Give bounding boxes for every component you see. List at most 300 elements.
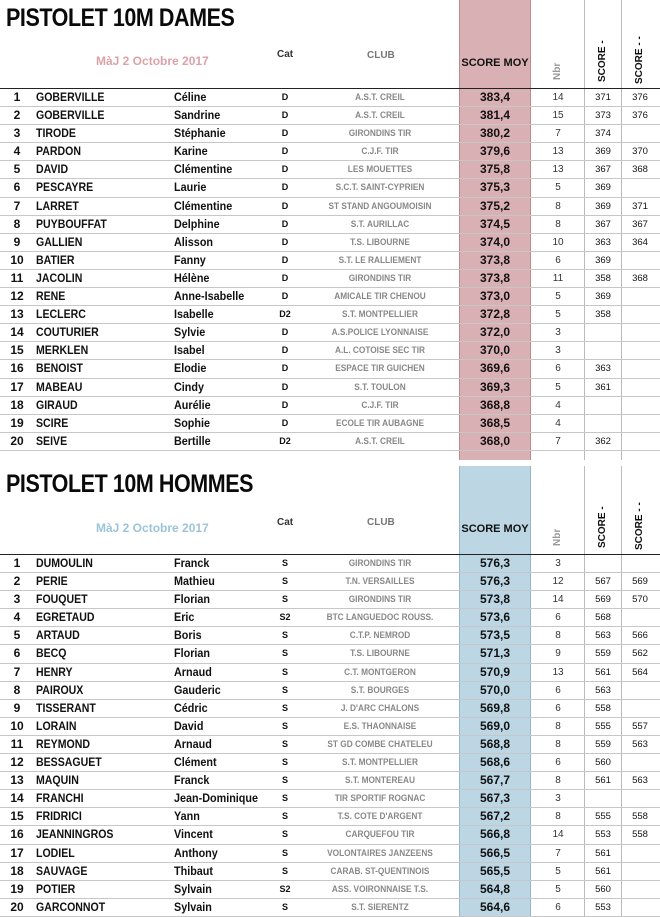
count-cell: 8 [555, 218, 561, 230]
rank-cell: 17 [10, 379, 24, 394]
last-name-cell: SAUVAGE [36, 863, 88, 878]
count-cell: 6 [555, 254, 561, 266]
category-cell: S [281, 666, 288, 677]
score-avg-cell: 373,0 [479, 289, 511, 304]
count-cell: 13 [552, 146, 564, 158]
first-name-cell: Eric [174, 610, 195, 625]
rank-cell: 1 [13, 90, 21, 104]
last-name-cell: FRIDRICI [36, 809, 82, 824]
count-cell: 7 [555, 847, 561, 859]
table-row [0, 682, 660, 700]
table-row [0, 881, 660, 899]
score-avg-cell: 570,0 [479, 682, 511, 697]
club-cell: S.T. LE RALLIEMENT [338, 254, 422, 265]
club-cell: LES MOUETTES [347, 164, 413, 175]
hommes-header-nbr: Nbr [552, 528, 563, 546]
table-row [0, 863, 660, 881]
score-avg-cell: 375,2 [479, 198, 511, 213]
first-name-cell: Mathieu [174, 574, 215, 589]
first-name-cell: Cédric [174, 700, 208, 715]
score-avg-cell: 369,6 [479, 361, 511, 376]
score-avg-cell: 383,4 [479, 90, 511, 104]
rank-cell: 6 [13, 180, 21, 195]
first-name-cell: Stéphanie [174, 126, 226, 141]
club-cell: BTC LANGUEDOC ROUSS. [326, 612, 434, 623]
score1-cell: 559 [595, 738, 611, 750]
first-name-cell: Anthony [174, 845, 218, 860]
rank-cell: 6 [13, 646, 21, 661]
club-cell: C.T. MONTGERON [344, 666, 416, 677]
club-cell: ESPACE TIR GUICHEN [335, 363, 425, 374]
category-cell: S [281, 576, 288, 587]
table-row [0, 718, 660, 736]
hommes-table [0, 555, 660, 917]
count-cell: 8 [555, 720, 561, 732]
rank-cell: 3 [13, 592, 21, 607]
count-cell: 7 [555, 128, 561, 140]
club-cell: C.J.F. TIR [361, 146, 399, 157]
score1-cell: 560 [595, 757, 611, 769]
count-cell: 6 [555, 757, 561, 769]
club-cell: A.S.T. CREIL [355, 435, 405, 446]
table-row [0, 899, 660, 917]
score1-cell: 563 [595, 684, 611, 696]
category-cell: S [281, 738, 288, 749]
score1-cell: 361 [595, 381, 611, 393]
last-name-cell: BENOIST [36, 361, 83, 376]
score-avg-cell: 570,9 [479, 664, 511, 679]
table-row [0, 736, 660, 754]
club-cell: T.S. COTE D'ARGENT [337, 811, 423, 822]
rank-cell: 16 [10, 827, 24, 842]
last-name-cell: BECQ [36, 646, 67, 661]
club-cell: AMICALE TIR CHENOU [334, 291, 426, 302]
first-name-cell: Boris [174, 628, 202, 643]
score-avg-cell: 373,8 [479, 252, 511, 267]
first-name-cell: Sylvain [174, 899, 212, 914]
score-avg-cell: 571,3 [479, 646, 511, 661]
club-cell: T.S. LIBOURNE [350, 648, 410, 659]
dames-update-date: MàJ 2 Octobre 2017 [96, 54, 209, 68]
count-cell: 8 [555, 775, 561, 787]
category-cell: S [281, 865, 288, 876]
last-name-cell: LODIEL [36, 845, 75, 860]
table-row [0, 252, 660, 270]
count-cell: 15 [552, 110, 564, 122]
score1-cell: 371 [595, 92, 611, 103]
score-avg-cell: 567,3 [479, 791, 511, 806]
count-cell: 3 [555, 345, 561, 357]
first-name-cell: Vincent [174, 827, 213, 842]
score2-cell: 368 [632, 164, 648, 176]
last-name-cell: LECLERC [36, 307, 86, 322]
first-name-cell: Clément [174, 755, 217, 770]
last-name-cell: GOBERVILLE [36, 108, 105, 123]
hommes-header-cat: Cat [277, 517, 294, 528]
category-cell: D [281, 164, 289, 175]
table-row [0, 415, 660, 433]
hommes-header-club: CLUB [367, 517, 395, 528]
first-name-cell: Arnaud [174, 736, 212, 751]
dames-header-cat: Cat [277, 49, 294, 60]
rank-cell: 9 [13, 234, 21, 249]
club-cell: S.T. MONTEREAU [345, 775, 415, 786]
score1-cell: 560 [595, 883, 611, 895]
rank-cell: 11 [10, 270, 24, 285]
score1-cell: 555 [595, 720, 611, 732]
table-row [0, 845, 660, 863]
score2-cell: 376 [632, 110, 648, 122]
category-cell: D [281, 363, 289, 374]
category-cell: S [281, 558, 288, 568]
hommes-update-date: MàJ 2 Octobre 2017 [96, 521, 209, 535]
category-cell: D [281, 381, 289, 392]
last-name-cell: PAIROUX [36, 682, 84, 697]
first-name-cell: Thibaut [174, 863, 213, 878]
rank-cell: 1 [13, 556, 21, 570]
last-name-cell: BESSAGUET [36, 755, 102, 770]
category-cell: D [281, 254, 289, 265]
score-avg-cell: 569,8 [479, 700, 511, 715]
score1-cell: 358 [595, 272, 611, 284]
last-name-cell: JEANNINGROS [36, 827, 114, 842]
dames-title: PISTOLET 10M DAMES [6, 4, 235, 32]
last-name-cell: MERKLEN [36, 343, 89, 358]
dames-header-club: CLUB [367, 50, 395, 61]
score-avg-cell: 564,6 [479, 899, 511, 914]
first-name-cell: Fanny [174, 252, 206, 267]
score-avg-cell: 374,0 [479, 234, 511, 249]
table-row [0, 609, 660, 627]
count-cell: 6 [555, 901, 561, 913]
club-cell: J. D'ARC CHALONS [340, 702, 420, 713]
category-cell: D [281, 417, 289, 428]
score-avg-cell: 368,8 [479, 397, 511, 412]
score-avg-cell: 573,5 [479, 628, 511, 643]
score1-cell: 363 [595, 363, 611, 375]
rank-cell: 7 [13, 198, 21, 213]
hommes-header-score: SCORE MOY [461, 523, 529, 535]
first-name-cell: Sophie [174, 415, 211, 430]
category-cell: D [281, 236, 289, 247]
category-cell: S [281, 720, 288, 731]
score-avg-cell: 566,8 [479, 827, 511, 842]
count-cell: 14 [552, 829, 564, 841]
count-cell: 8 [555, 630, 561, 642]
category-cell: D [281, 128, 289, 139]
rank-cell: 10 [10, 252, 24, 267]
last-name-cell: COUTURIER [36, 325, 99, 340]
table-row [0, 288, 660, 306]
category-cell: S [281, 684, 288, 695]
club-cell: VOLONTAIRES JANZEENS [327, 847, 433, 858]
rank-cell: 16 [10, 361, 24, 376]
count-cell: 11 [552, 272, 564, 284]
count-cell: 7 [555, 435, 561, 447]
category-cell: D [281, 182, 289, 193]
table-row [0, 627, 660, 645]
club-cell: A.S.T. CREIL [355, 92, 405, 102]
table-row [0, 143, 660, 161]
category-cell: S2 [279, 883, 291, 894]
dames-header-nbr: Nbr [552, 62, 563, 80]
score-avg-cell: 375,3 [479, 180, 511, 195]
score2-cell: 566 [632, 630, 648, 642]
first-name-cell: Clémentine [174, 162, 233, 177]
table-row [0, 270, 660, 288]
count-cell: 13 [552, 666, 564, 678]
first-name-cell: Bertille [174, 433, 211, 448]
first-name-cell: Céline [174, 90, 207, 104]
first-name-cell: Sylvie [174, 325, 206, 340]
last-name-cell: LARRET [36, 198, 79, 213]
table-row [0, 664, 660, 682]
last-name-cell: GIRAUD [36, 397, 78, 412]
score2-cell: 371 [632, 200, 648, 212]
category-cell: D2 [279, 309, 291, 320]
score1-cell: 367 [595, 164, 611, 176]
table-row [0, 433, 660, 451]
club-cell: GIRONDINS TIR [348, 128, 412, 139]
last-name-cell: GALLIEN [36, 234, 83, 249]
club-cell: ECOLE TIR AUBAGNE [335, 417, 425, 428]
score1-cell: 569 [595, 594, 611, 606]
score-avg-cell: 573,8 [479, 592, 511, 607]
count-cell: 9 [555, 648, 561, 660]
rank-cell: 17 [10, 845, 24, 860]
rank-cell: 13 [10, 773, 24, 788]
table-row [0, 89, 660, 107]
first-name-cell: Hélène [174, 270, 210, 285]
last-name-cell: MABEAU [36, 379, 83, 394]
count-cell: 3 [555, 327, 561, 339]
count-cell: 8 [555, 811, 561, 823]
category-cell: D [281, 291, 289, 302]
last-name-cell: FRANCHI [36, 791, 84, 806]
rank-cell: 20 [10, 433, 24, 448]
score1-cell: 369 [595, 291, 611, 303]
first-name-cell: Jean-Dominique [174, 791, 259, 806]
category-cell: S [281, 702, 288, 713]
club-cell: A.S.T. CREIL [355, 110, 405, 121]
category-cell: D2 [279, 435, 291, 446]
hommes-ranking-section [0, 466, 660, 917]
score-avg-cell: 567,7 [479, 773, 511, 788]
club-cell: TIR SPORTIF ROGNAC [334, 793, 426, 804]
last-name-cell: TIRODE [36, 126, 76, 141]
rank-cell: 2 [13, 108, 21, 123]
table-row [0, 790, 660, 808]
last-name-cell: HENRY [36, 664, 73, 679]
rank-cell: 19 [10, 881, 24, 896]
last-name-cell: PARDON [36, 144, 81, 159]
score-avg-cell: 380,2 [479, 126, 511, 141]
score-avg-cell: 369,3 [479, 379, 511, 394]
table-row [0, 234, 660, 252]
count-cell: 8 [555, 200, 561, 212]
count-cell: 4 [555, 417, 561, 429]
rank-cell: 11 [10, 736, 24, 751]
category-cell: S2 [279, 612, 291, 623]
score1-cell: 561 [595, 775, 611, 787]
club-cell: A.L. COTOISE SEC TIR [334, 345, 426, 356]
first-name-cell: Delphine [174, 216, 220, 231]
score1-cell: 561 [595, 865, 611, 877]
category-cell: S [281, 630, 288, 641]
table-row [0, 379, 660, 397]
first-name-cell: Isabel [174, 343, 205, 358]
hommes-title: PISTOLET 10M HOMMES [6, 470, 254, 498]
score2-cell: 564 [632, 666, 648, 678]
score-avg-cell: 565,5 [479, 863, 511, 878]
rank-cell: 8 [13, 216, 21, 231]
score-avg-cell: 379,6 [479, 144, 511, 159]
first-name-cell: Aurélie [174, 397, 211, 412]
first-name-cell: Laurie [174, 180, 207, 195]
score2-cell: 562 [632, 648, 648, 660]
first-name-cell: Isabelle [174, 307, 214, 322]
table-row [0, 573, 660, 591]
table-row [0, 342, 660, 360]
category-cell: D [281, 345, 289, 356]
table-row [0, 198, 660, 216]
category-cell: S [281, 829, 288, 840]
category-cell: D [281, 272, 289, 283]
first-name-cell: Sylvain [174, 881, 212, 896]
score-avg-cell: 573,6 [479, 610, 511, 625]
first-name-cell: Cindy [174, 379, 205, 394]
rank-cell: 4 [13, 610, 21, 625]
score1-cell: 369 [595, 146, 611, 158]
club-cell: C.T.P. NEMROD [349, 630, 411, 641]
club-cell: S.T. TOULON [354, 381, 406, 392]
score-avg-cell: 568,6 [479, 755, 511, 770]
score-avg-cell: 566,5 [479, 845, 511, 860]
dames-header-score1: SCORE - [597, 40, 608, 82]
score-avg-cell: 569,0 [479, 718, 511, 733]
club-cell: S.C.T. SAINT-CYPRIEN [335, 182, 425, 193]
club-cell: S.T. SIERENTZ [351, 901, 409, 912]
first-name-cell: Franck [174, 556, 210, 570]
count-cell: 5 [555, 381, 561, 393]
count-cell: 13 [552, 164, 564, 176]
category-cell: D [281, 200, 289, 211]
category-cell: D [281, 146, 289, 157]
rank-cell: 8 [13, 682, 21, 697]
count-cell: 5 [555, 182, 561, 194]
last-name-cell: LORAIN [36, 718, 77, 733]
score-avg-cell: 567,2 [479, 809, 511, 824]
table-row [0, 700, 660, 718]
score1-cell: 558 [595, 702, 611, 714]
table-row [0, 216, 660, 234]
count-cell: 6 [555, 363, 561, 375]
last-name-cell: RENE [36, 289, 66, 304]
score-avg-cell: 372,0 [479, 325, 511, 340]
category-cell: D [281, 110, 289, 121]
score-avg-cell: 368,5 [479, 415, 511, 430]
score-avg-cell: 368,0 [479, 433, 511, 448]
score1-cell: 563 [595, 630, 611, 642]
rank-cell: 10 [10, 718, 24, 733]
score2-cell: 368 [632, 272, 648, 284]
score1-cell: 568 [595, 612, 611, 624]
club-cell: S.T. AURILLAC [350, 218, 410, 229]
score1-cell: 553 [595, 901, 611, 913]
score2-cell: 370 [632, 146, 648, 158]
first-name-cell: David [174, 718, 204, 733]
first-name-cell: Sandrine [174, 108, 221, 123]
score1-cell: 567 [595, 576, 611, 588]
rank-cell: 13 [10, 307, 24, 322]
club-cell: CARAB. ST-QUENTINOIS [330, 865, 430, 876]
table-row [0, 360, 660, 378]
club-cell: GIRONDINS TIR [348, 272, 412, 283]
first-name-cell: Anne-Isabelle [174, 289, 245, 304]
club-cell: S.T. BOURGES [350, 684, 410, 695]
first-name-cell: Arnaud [174, 664, 212, 679]
table-row [0, 591, 660, 609]
first-name-cell: Franck [174, 773, 210, 788]
dames-header-score: SCORE MOY [461, 57, 529, 69]
last-name-cell: DUMOULIN [36, 556, 93, 570]
last-name-cell: ARTAUD [36, 628, 80, 643]
count-cell: 3 [555, 793, 561, 805]
last-name-cell: FOUQUET [36, 592, 88, 607]
category-cell: S [281, 594, 288, 605]
score2-cell: 563 [632, 738, 648, 750]
club-cell: ASS. VOIRONNAISE T.S. [331, 883, 429, 894]
category-cell: S [281, 757, 288, 768]
score-avg-cell: 564,8 [479, 881, 511, 896]
score-avg-cell: 372,8 [479, 307, 511, 322]
score2-cell: 376 [632, 92, 648, 103]
first-name-cell: Yann [174, 809, 200, 824]
last-name-cell: SEIVE [36, 433, 68, 448]
last-name-cell: MAQUIN [36, 773, 79, 788]
score2-cell: 558 [632, 811, 648, 823]
score1-cell: 561 [595, 847, 611, 859]
count-cell: 5 [555, 865, 561, 877]
rank-cell: 15 [10, 809, 24, 824]
count-cell: 8 [555, 738, 561, 750]
dames-table [0, 89, 660, 451]
club-cell: ST GD COMBE CHATELEU [327, 738, 433, 749]
last-name-cell: GARCONNOT [36, 899, 106, 914]
hommes-header-score1: SCORE - [597, 506, 608, 548]
count-cell: 3 [555, 558, 561, 569]
first-name-cell: Clémentine [174, 198, 233, 213]
count-cell: 10 [552, 236, 564, 248]
rank-cell: 5 [13, 162, 21, 177]
last-name-cell: JACOLIN [36, 270, 83, 285]
count-cell: 14 [552, 92, 564, 103]
score2-cell: 367 [632, 218, 648, 230]
table-row [0, 645, 660, 663]
category-cell: D [281, 218, 289, 229]
last-name-cell: PESCAYRE [36, 180, 94, 195]
table-row [0, 397, 660, 415]
rank-cell: 2 [13, 574, 21, 589]
count-cell: 6 [555, 612, 561, 624]
score2-cell: 570 [632, 594, 648, 606]
first-name-cell: Alisson [174, 234, 214, 249]
score1-cell: 555 [595, 811, 611, 823]
rank-cell: 19 [10, 415, 24, 430]
score-avg-cell: 374,5 [479, 216, 511, 231]
category-cell: S [281, 901, 288, 912]
rank-cell: 14 [10, 791, 24, 806]
